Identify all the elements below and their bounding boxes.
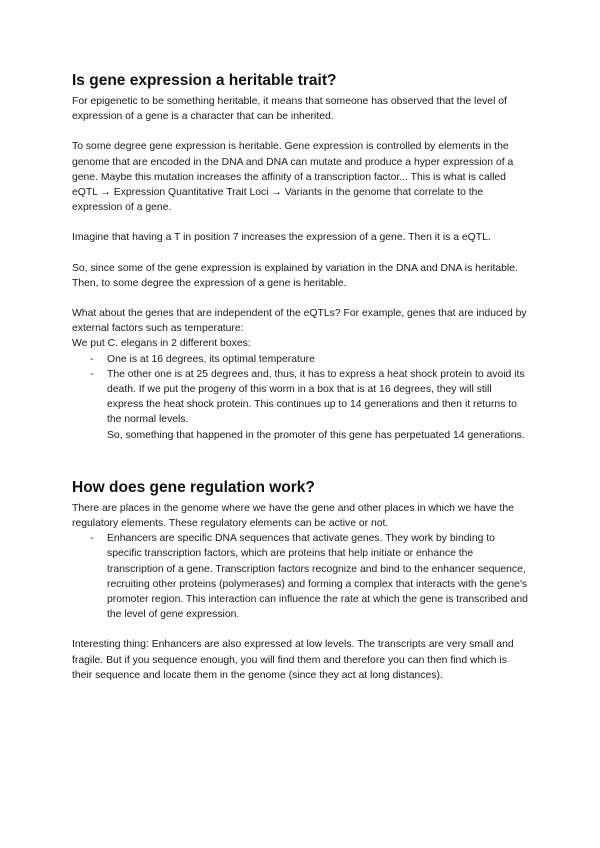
section-heading-heritable: Is gene expression a heritable trait? [72, 72, 337, 89]
dash-bullet: - [90, 368, 94, 380]
paragraph: Imagine that having a T in position 7 increases the expression of a gene. Then it is a eQTL. [72, 232, 491, 244]
list-item: - One is at 16 degrees, its optimal temperature [107, 352, 530, 367]
paragraph: We put C. elegans in 2 different boxes: [72, 338, 251, 350]
bullet-list [72, 531, 530, 622]
section-heading-regulation: How does gene regulation work? [72, 478, 315, 496]
dash-bullet: - [90, 533, 94, 545]
paragraph: To some degree gene expression is heritable. Gene expression is controlled by elements in the genome that are encoded in the DNA and DNA can mutate and produce a hyper expression of a gene. Maybe this mutation increases the affinity of a transcription factor... This is what is called eQTL → Expression Quantitative Trait Loci → Variants in the genome that correlate to the expression of a gene. [72, 141, 514, 214]
paragraph: There are places in the genome where we have the gene and other places in which we have the regulatory elements. These regulatory elements can be active or not. [72, 502, 514, 530]
list-item: - Enhancers are specific DNA sequences that activate genes. They work by binding to specific transcription factors, which are proteins that help initiate or enhance the transcription of a gene. Transcription factors recognize and bind to the enhancer sequence, recruiting other proteins (polymerases) and forming a complex that interacts with the gene's promoter region. This interaction can influence the rate at which the gene is transcribed and the level of gene expression. [90, 533, 528, 621]
list-followup: So, something that happened in the promoter of this gene has perpetuated 14 generations. [107, 429, 525, 441]
paragraph: So, since some of the gene expression is explained by variation in the DNA and DNA is heritable. Then, to some degree the expression of a gene is heritable. [72, 262, 518, 289]
document-body [72, 72, 530, 683]
list-item: - The other one is at 25 degrees and, thus, it has to express a heat shock protein to avoid its death. If we put the progeny of this worm in a box that is at 16 degrees, they will still express the heat shock protein. This continues up to 14 generations and then it returns to the normal levels. So, something that happened in the promoter of this gene has perpetuated 14 generations. [107, 367, 530, 443]
dash-bullet: - [90, 353, 94, 365]
paragraph: For epigenetic to be something heritable, it means that someone has observed that the level of expression of a gene is a character that can be inherited. [72, 96, 507, 123]
paragraph: Interesting thing: Enhancers are also expressed at low levels. The transcripts are very small and fragile. But if you sequence enough, you will find them and therefore you can then find which is their sequence and locate them in the genome (since they act at long distances). [72, 639, 514, 681]
bullet-list [72, 352, 530, 443]
paragraph: What about the genes that are independent of the eQTLs? For example, genes that are induced by external factors such as temperature: [72, 308, 527, 335]
